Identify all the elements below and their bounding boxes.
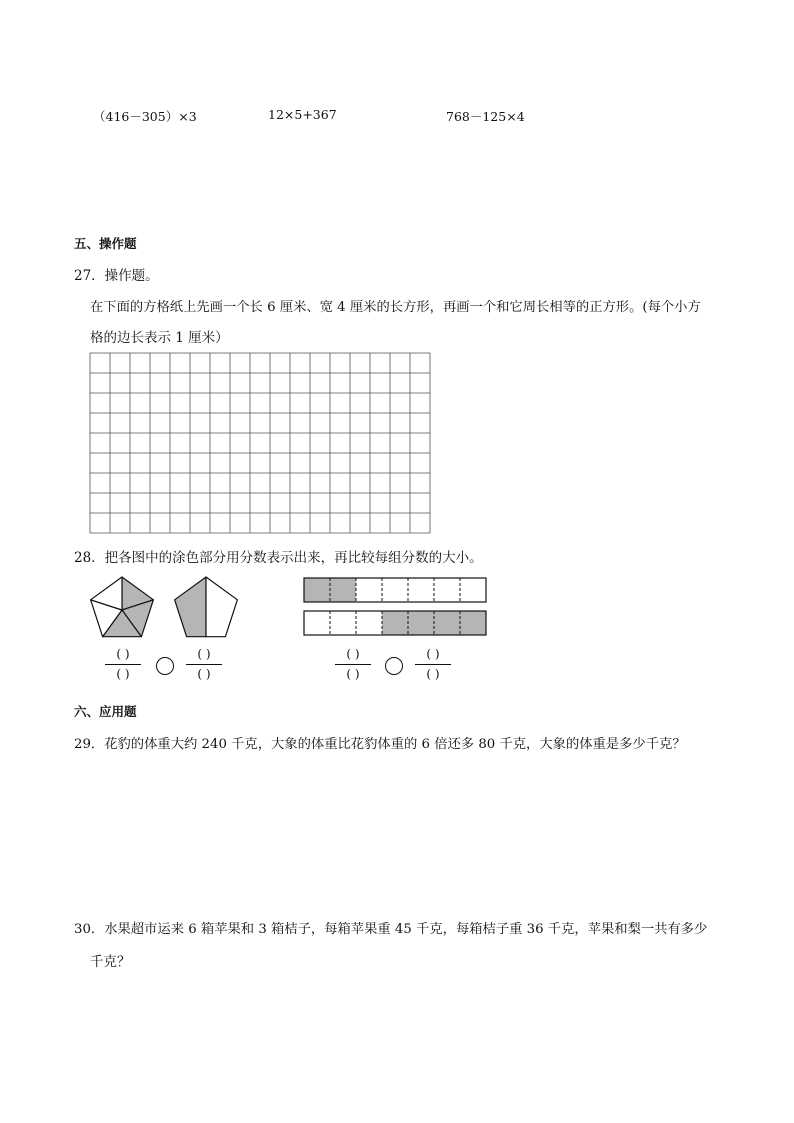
pentagon-figure-1: [86, 574, 158, 642]
fraction-blank-2-numerator[interactable]: ( ): [197, 647, 211, 661]
q30-line2: 千克？: [90, 954, 131, 970]
pentagon-1-parts: [91, 577, 154, 637]
compare-circle-1[interactable]: [156, 657, 174, 675]
q28-title: 28．把各图中的涂色部分用分数表示出来，再比较每组分数的大小。: [74, 550, 483, 566]
fraction-bar-2-shaded-cell: [408, 611, 434, 635]
fraction-line: [105, 664, 141, 665]
grid-paper[interactable]: [89, 352, 432, 534]
q27-instruction-line1: 在下面的方格纸上先画一个长 6 厘米、宽 4 厘米的长方形，再画一个和它周长相等的正方形。(每个小方: [90, 300, 701, 315]
fraction-blank-3-numerator[interactable]: ( ): [346, 647, 360, 661]
fraction-blank-3-denominator[interactable]: ( ): [346, 667, 360, 681]
q30-line1: 30．水果超市运来 6 箱苹果和 3 箱桔子，每箱苹果重 45 千克，每箱桔子重 36 千克，苹果和梨一共有多少: [74, 922, 708, 937]
fraction-blank-2[interactable]: [186, 647, 222, 682]
fraction-bars: [303, 577, 488, 637]
pentagon-2-shaded-part: [175, 577, 206, 637]
fraction-line: [415, 664, 451, 665]
pentagon-2-part: [206, 577, 237, 637]
pentagon-figure-2: [170, 574, 242, 642]
compare-circle-2[interactable]: [385, 657, 403, 675]
fraction-blank-2-denominator[interactable]: ( ): [197, 667, 211, 681]
fraction-bar-2-shaded-cell: [460, 611, 486, 635]
expression-1: （416－305）×3: [93, 109, 197, 124]
fraction-line: [335, 664, 371, 665]
fraction-blank-1-numerator[interactable]: ( ): [116, 647, 130, 661]
grid-lines: [90, 353, 430, 533]
fraction-bar-1-shaded-cell: [304, 578, 330, 602]
section-5-heading: 五、操作题: [74, 236, 137, 251]
pentagon-2-parts: [175, 577, 238, 637]
fraction-bar-parts: [304, 578, 486, 635]
q27-instruction-line2: 格的边长表示 1 厘米）: [90, 330, 229, 346]
fraction-line: [186, 664, 222, 665]
fraction-bar-2-shaded-cell: [382, 611, 408, 635]
fraction-blank-4-denominator[interactable]: ( ): [426, 667, 440, 681]
fraction-blank-4-numerator[interactable]: ( ): [426, 647, 440, 661]
expression-2: 12×5+367: [268, 107, 337, 122]
section-6-heading: 六、应用题: [74, 704, 137, 719]
fraction-blank-4[interactable]: [415, 647, 451, 682]
expression-3: 768－125×4: [446, 109, 525, 124]
fraction-blank-1[interactable]: [105, 647, 141, 682]
q27-title: 27．操作题。: [74, 268, 159, 284]
fraction-bar-1-shaded-cell: [330, 578, 356, 602]
fraction-blank-3[interactable]: [335, 647, 371, 682]
fraction-bar-2-shaded-cell: [434, 611, 460, 635]
q29-text: 29．花豹的体重大约 240 千克，大象的体重比花豹体重的 6 倍还多 80 千克，大象的体重是多少千克？: [74, 737, 686, 752]
fraction-blank-1-denominator[interactable]: ( ): [116, 667, 130, 681]
